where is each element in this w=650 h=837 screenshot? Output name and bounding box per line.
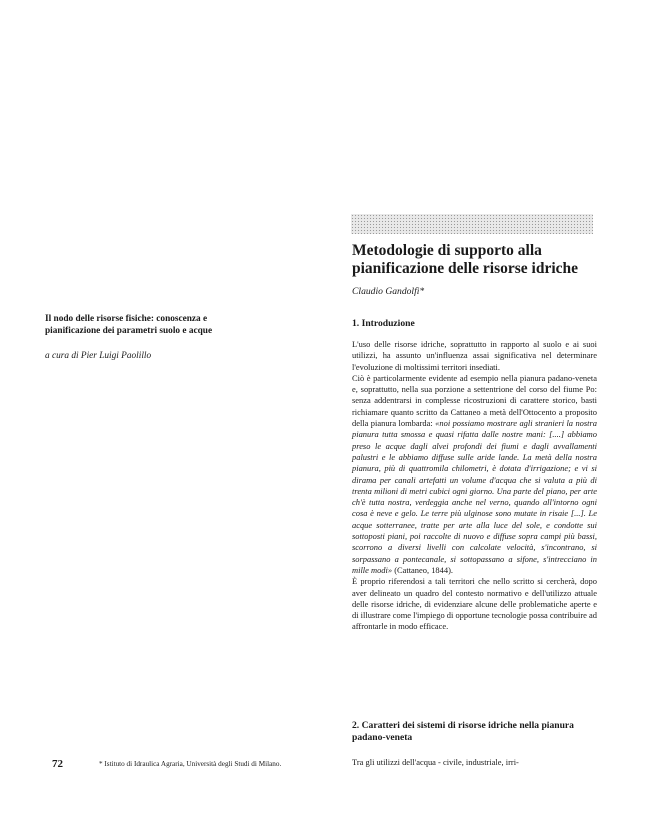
article-title xyxy=(352,242,602,278)
paragraph-3: È proprio riferendosi a tali territori che nello scritto si cercherà, dopo aver delineato un quadro del contesto normativo e dell'utilizzo attuale delle risorse idriche, di evidenziare alcune delle problematiche aperte e di illustrare come l'impiego di opportune tecnologie possa contribuire ad affrontarle in modo efficace. xyxy=(352,576,597,632)
heading-introduzione: 1. Introduzione xyxy=(352,318,415,329)
cattaneo-citation: (Cattaneo, 1844). xyxy=(392,564,453,575)
section-curator: a cura di Pier Luigi Paolillo xyxy=(45,351,152,361)
body-continuation-line: Tra gli utilizzi dell'acqua - civile, industriale, irri- xyxy=(352,757,519,767)
paragraph-2-intro: Ciò è particolarmente evidente ad esempio nella pianura padano-veneta e, soprattutto, nella sua porzione a settentrione del corso del fiume Po: senza addentrarsi in complesse ricostruzioni di carattere storico, basti richiamare quanto scritto da Cattaneo a metà dell'Ottocento a proposito della pianura lombarda: xyxy=(352,372,597,429)
section-block xyxy=(45,314,320,363)
cattaneo-quote: «noi possiamo mostrare agli stranieri la nostra pianura tutta smossa e quasi rifatta dalle nostre mani: [....] abbiamo preso le acque dagli alvei profondi dei fiumi e dagli avvallamenti palustri e le abbiamo diffuse sulle aride lande. La metà della nostra pianura, più di quattromila chilometri, è dotata d'irrigazione; e vi si dirama per canali artefatti un volume d'acqua che si valuta a più di trenta milioni di metri cubici ogni giorno. Una parte del piano, per arte ch'è tutta nostra, verdeggia anche nel verno, quando all'intorno ogni cosa è neve e gelo. Le terre più ulginose sono mutate in risaie [...]. Le acque sotterranee, tratte per arte alla luce del sole, e condotte sui sottoposti piani, poi raccolte di nuovo e diffuse sopra campi più bassi, scorrono a diversi livelli con calcolate velocità, s'incontrano, si sorpassano a pontecanale, si sottopassano a sifone, s'intrecciano in mille modi» xyxy=(352,418,598,575)
paragraph-1: L'uso delle risorse idriche, soprattutto in rapporto al suolo e ai suoi utilizzi, ha assunto un'influenza assai significativa nel determinare l'evoluzione di moltissimi territori insediati. xyxy=(352,339,597,372)
article-title-line-2: pianificazione delle risorse idriche xyxy=(352,260,579,277)
body-text xyxy=(352,339,597,633)
section-title-line-1: Il nodo delle risorse fisiche: conoscenza e xyxy=(45,314,208,324)
page-number: 72 xyxy=(52,758,63,770)
article-author: Claudio Gandolfi* xyxy=(352,286,425,297)
article-title-line-1: Metodologie di supporto alla xyxy=(352,242,542,259)
paragraph-2 xyxy=(352,373,597,576)
heading-chapter-2: 2. Caratteri dei sistemi di risorse idriche nella pianura padano-veneta xyxy=(352,720,574,743)
section-title xyxy=(45,314,320,337)
author-affiliation-footnote: * Istituto di Idraulica Agraria, Università degli Studi di Milano. xyxy=(99,760,282,768)
title-decorative-band xyxy=(351,214,593,234)
section-title-line-2: pianificazione dei parametri suolo e acque xyxy=(45,325,213,336)
